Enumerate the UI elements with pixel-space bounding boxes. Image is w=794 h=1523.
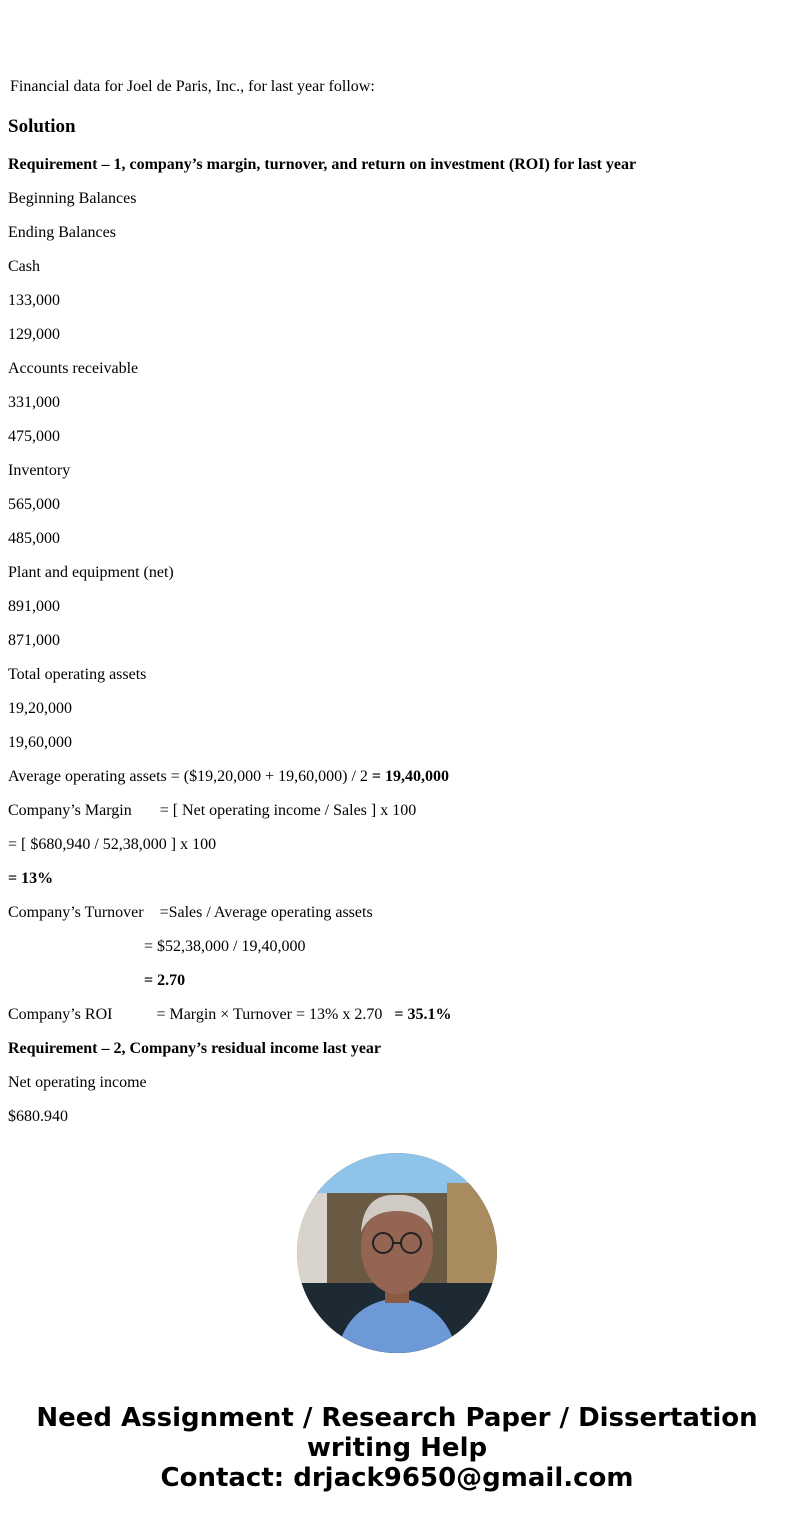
text: Total operating assets <box>8 666 147 683</box>
solution-line <box>8 454 636 488</box>
text: 565,000 <box>8 496 60 513</box>
bold-text: Requirement – 2, Company’s residual income last year <box>8 1040 382 1057</box>
bold-text: = 2.70 <box>144 972 186 989</box>
solution-line <box>8 726 636 760</box>
solution-line <box>8 1066 636 1100</box>
text: 331,000 <box>8 394 60 411</box>
text: 891,000 <box>8 598 60 615</box>
solution-line <box>8 148 636 182</box>
text: Company’s ROI = Margin × Turnover = 13% x 2.70 <box>8 1006 395 1023</box>
text: Average operating assets = ($19,20,000 + 19,60,000) / 2 <box>8 768 372 785</box>
solution-line <box>8 522 636 556</box>
text: $680.940 <box>8 1108 68 1125</box>
author-photo <box>297 1153 497 1353</box>
solution-line <box>8 1100 636 1134</box>
text: Ending Balances <box>8 224 116 241</box>
solution-line <box>8 658 636 692</box>
text: 129,000 <box>8 326 60 343</box>
solution-line <box>8 590 636 624</box>
bold-text: Requirement – 1, company’s margin, turnover, and return on investment (ROI) for last year <box>8 156 637 173</box>
solution-line <box>8 284 636 318</box>
solution-line <box>8 352 636 386</box>
solution-line <box>8 998 636 1032</box>
solution-line <box>8 624 636 658</box>
solution-line <box>8 896 636 930</box>
text: Plant and equipment (net) <box>8 564 174 581</box>
text: 19,60,000 <box>8 734 72 751</box>
solution-line <box>8 556 636 590</box>
text: Cash <box>8 258 40 275</box>
solution-line <box>8 182 636 216</box>
bold-text: = 19,40,000 <box>371 768 450 785</box>
solution-line <box>8 862 636 896</box>
text <box>8 972 144 989</box>
bold-text: = 13% <box>8 870 54 887</box>
text: 871,000 <box>8 632 60 649</box>
text: = $52,38,000 / 19,40,000 <box>8 938 306 955</box>
footer-line-2: writing Help <box>306 1433 488 1463</box>
text: Company’s Margin = [ Net operating income / Sales ] x 100 <box>8 802 417 819</box>
text: Beginning Balances <box>8 190 137 207</box>
solution-line <box>8 828 636 862</box>
solution-heading: Solution <box>8 116 76 137</box>
solution-line <box>8 930 636 964</box>
footer-line-1: Need Assignment / Research Paper / Dissertation <box>36 1403 758 1433</box>
solution-line <box>8 250 636 284</box>
solution-line <box>8 1032 636 1066</box>
text: 133,000 <box>8 292 60 309</box>
footer-line-3: Contact: drjack9650@gmail.com <box>160 1463 634 1493</box>
solution-line <box>8 216 636 250</box>
bold-text: = 35.1% <box>394 1006 452 1023</box>
solution-line <box>8 488 636 522</box>
solution-line <box>8 760 636 794</box>
text: = [ $680,940 / 52,38,000 ] x 100 <box>8 836 217 853</box>
solution-line <box>8 794 636 828</box>
text: 19,20,000 <box>8 700 72 717</box>
solution-line <box>8 964 636 998</box>
text: Inventory <box>8 462 71 479</box>
text: 475,000 <box>8 428 60 445</box>
solution-line <box>8 692 636 726</box>
solution-line <box>8 386 636 420</box>
solution-line <box>8 318 636 352</box>
text: Net operating income <box>8 1074 147 1091</box>
contact-footer <box>0 1403 794 1493</box>
solution-body <box>8 148 636 1134</box>
intro-text: Financial data for Joel de Paris, Inc., for last year follow: <box>10 78 375 95</box>
text: Accounts receivable <box>8 360 139 377</box>
text: 485,000 <box>8 530 60 547</box>
text: Company’s Turnover =Sales / Average operating assets <box>8 904 373 921</box>
solution-line <box>8 420 636 454</box>
